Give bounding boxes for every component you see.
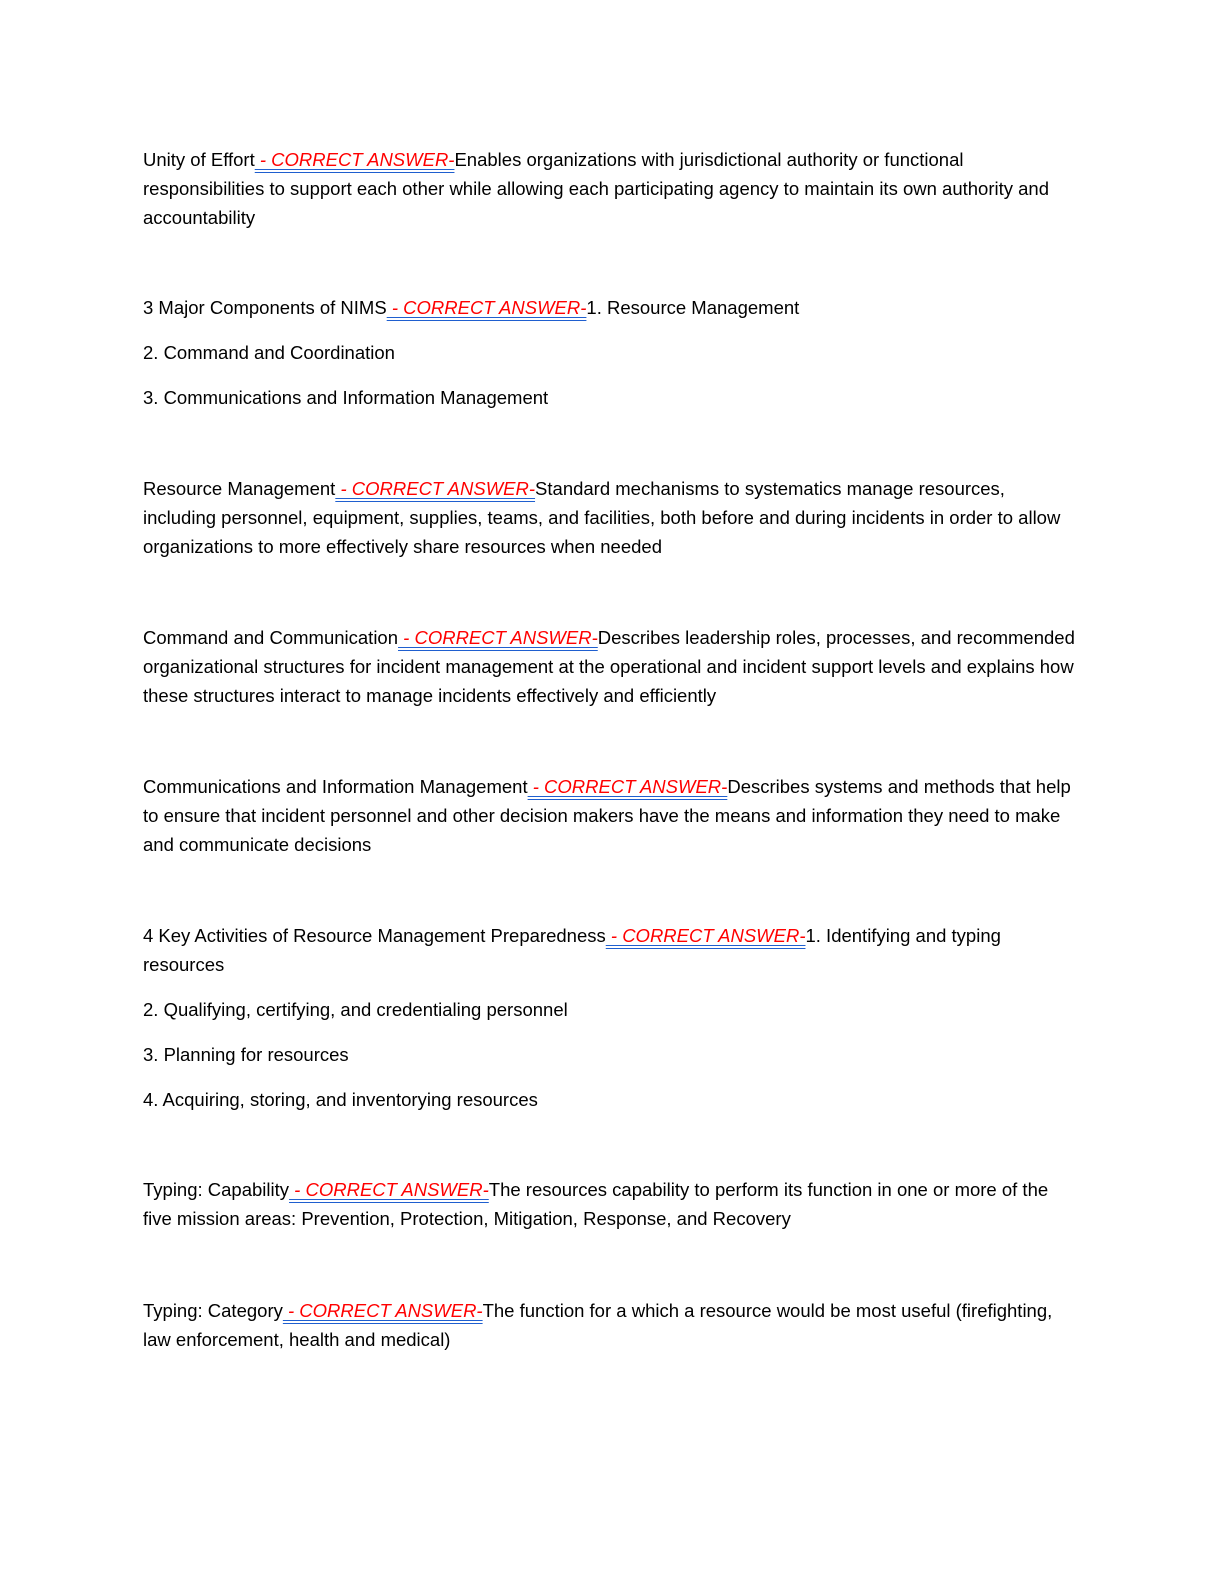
entry-term: Unity of Effort [143,149,255,170]
list-item: 3. Planning for resources [143,1044,349,1065]
entry-answer: Standard mechanisms to systematics manage resources, including personnel, equipment, supplies, teams, and facilities, both before and during incidents in order to allow organizations to more effectively share resources when needed [143,478,1061,557]
qa-entry [143,1175,1078,1233]
entry-answer: Describes leadership roles, processes, and recommended organizational structures for incident management at the operational and incident support levels and explains how these structures interact to manage incidents effectively and efficiently [143,627,1075,706]
qa-entry [143,474,1078,561]
list-item: 3. Communications and Information Management [143,387,549,408]
list-item: 4. Acquiring, storing, and inventorying resources [143,1089,538,1110]
entry-answer: 1. Resource Management [586,297,800,318]
entry-term: 3 Major Components of NIMS [143,297,387,318]
qa-entry [143,772,1078,859]
correct-answer-marker: - CORRECT ANSWER- [335,478,536,499]
entry-answer: The resources capability to perform its function in one or more of the five mission areas: Prevention, Protection, Mitigation, Response, and Recovery [143,1179,1049,1229]
qa-entry [143,921,1078,1114]
entry-answer: 1. Identifying and typing resources [143,925,1001,975]
correct-answer-marker: - CORRECT ANSWER- [289,1179,489,1200]
correct-answer-marker: - CORRECT ANSWER- [527,776,728,797]
correct-answer-marker: - CORRECT ANSWER- [254,149,455,170]
entry-term: Typing: Capability [143,1179,290,1200]
entry-answer: The function for a which a resource would be most useful (firefighting, law enforcement, health and medical) [143,1300,1053,1350]
entry-term: 4 Key Activities of Resource Management Preparedness [143,925,606,946]
entry-answer: Describes systems and methods that help to ensure that incident personnel and other decision makers have the means and information they need to make and communicate decisions [143,776,1071,855]
qa-entry [143,293,1078,412]
qa-entry [143,145,1078,232]
correct-answer-marker: - CORRECT ANSWER- [605,925,806,946]
qa-entry [143,1296,1078,1354]
qa-entry [143,623,1078,710]
entry-term: Communications and Information Management [143,776,528,797]
entry-answer: Enables organizations with jurisdictional authority or functional responsibilities to support each other while allowing each participating agency to maintain its own authority and accountability [143,149,1049,228]
entry-term: Command and Communication [143,627,399,648]
correct-answer-marker: - CORRECT ANSWER- [282,1300,483,1321]
entry-term: Resource Management [143,478,336,499]
list-item: 2. Command and Coordination [143,342,395,363]
list-item: 2. Qualifying, certifying, and credentialing personnel [143,999,568,1020]
correct-answer-marker: - CORRECT ANSWER- [398,627,598,648]
entry-term: Typing: Category [143,1300,283,1321]
correct-answer-marker: - CORRECT ANSWER- [386,297,587,318]
